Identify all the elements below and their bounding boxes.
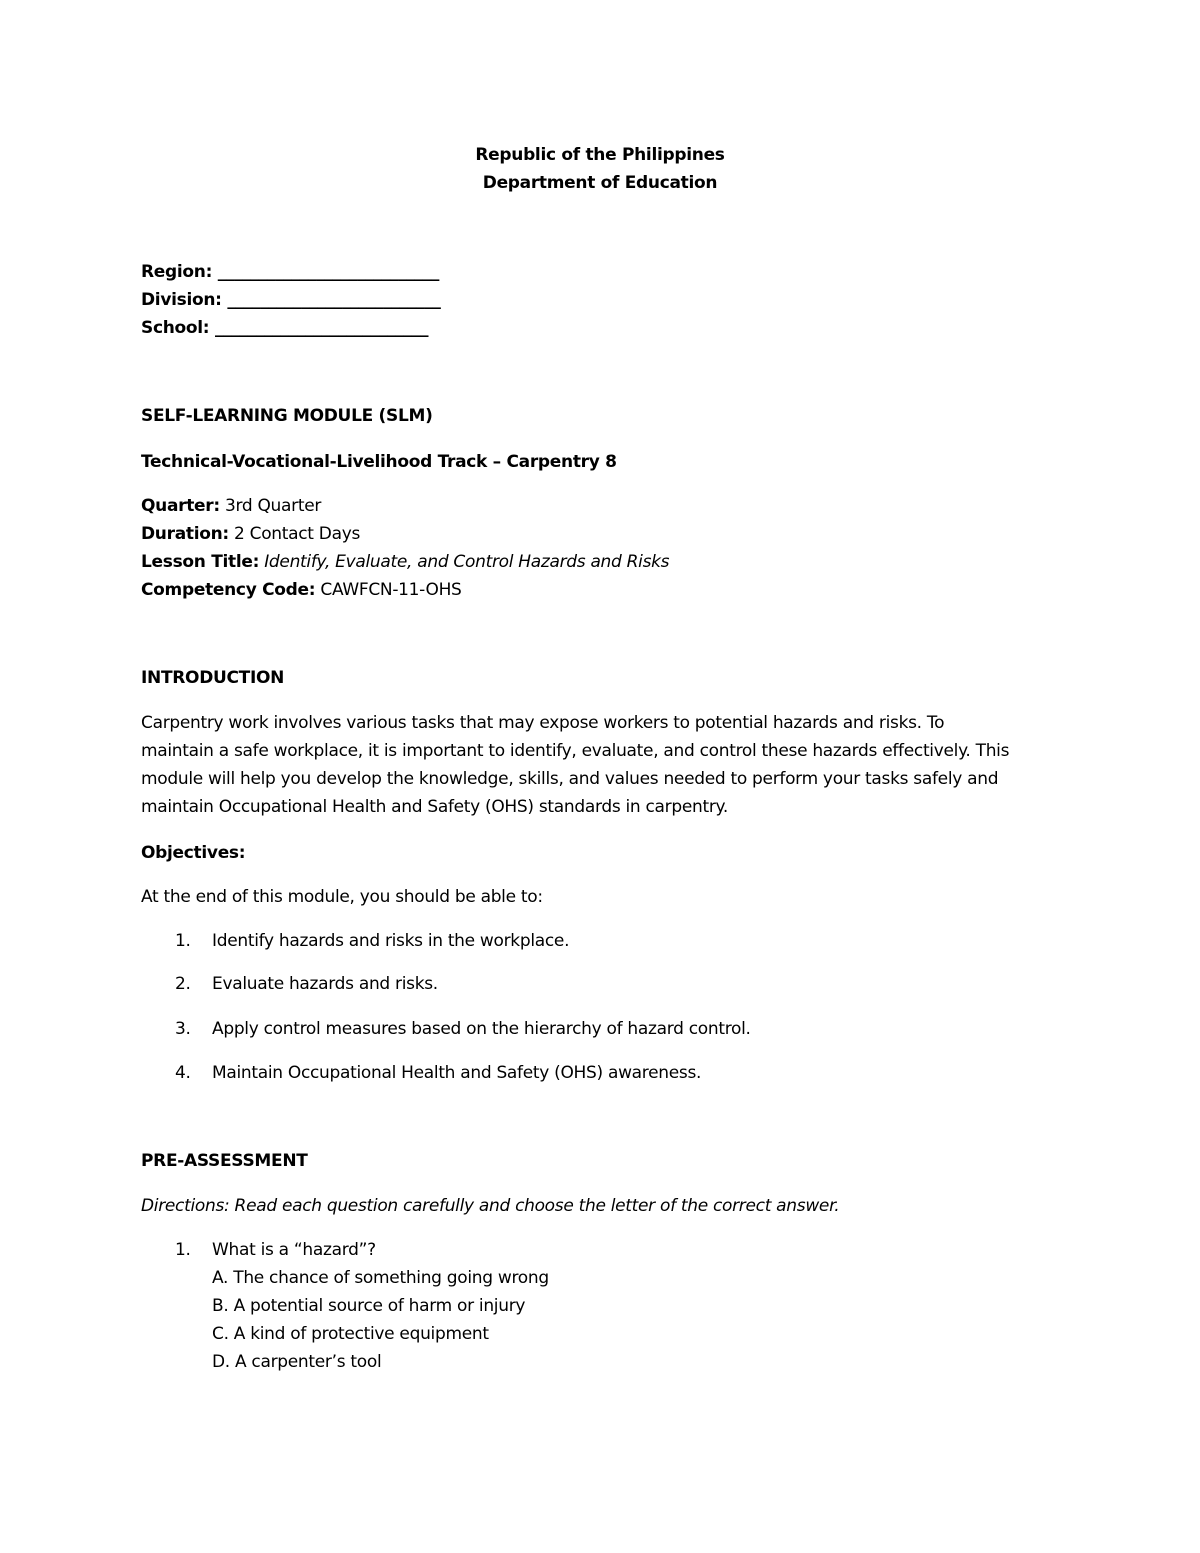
objectives-heading: Objectives: — [141, 843, 246, 863]
question-text: What is a “hazard”? — [212, 1240, 376, 1260]
objective-number: 3. — [175, 1019, 191, 1039]
pre-assessment-heading: PRE-ASSESSMENT — [141, 1151, 308, 1171]
objective-number: 1. — [175, 931, 191, 951]
field-division-label: Division: — [141, 290, 222, 310]
header-republic: Republic of the Philippines — [475, 145, 725, 165]
meta-lesson — [141, 548, 669, 576]
pre-assessment-directions: Directions: Read each question carefully and choose the letter of the correct answer. — [141, 1196, 840, 1216]
meta-competency — [141, 576, 462, 604]
field-region — [141, 258, 439, 286]
lesson-label: Lesson Title: — [141, 552, 260, 572]
introduction-line: module will help you develop the knowledge, skills, and values needed to perform your tasks safely and — [141, 769, 999, 789]
question-choice: A. The chance of something going wrong — [212, 1268, 549, 1288]
meta-quarter — [141, 492, 321, 520]
field-region-label: Region: — [141, 262, 213, 282]
quarter-value: 3rd Quarter — [224, 496, 322, 516]
question-choice: B. A potential source of harm or injury — [212, 1296, 526, 1316]
meta-duration — [141, 520, 360, 548]
lesson-value: Identify, Evaluate, and Control Hazards and Risks — [264, 552, 670, 572]
competency-label: Competency Code: — [141, 580, 316, 600]
field-school-label: School: — [141, 318, 210, 338]
quarter-label: Quarter: — [141, 496, 220, 516]
field-division-blank: __________________________ — [227, 290, 441, 310]
module-title: SELF-LEARNING MODULE (SLM) — [141, 406, 433, 426]
duration-label: Duration: — [141, 524, 229, 544]
track-title: Technical-Vocational-Livelihood Track – Carpentry 8 — [141, 452, 617, 472]
introduction-line: maintain a safe workplace, it is important to identify, evaluate, and control these hazards effectively. This — [141, 741, 1010, 761]
objective-text: Evaluate hazards and risks. — [212, 974, 438, 994]
field-region-blank: ___________________________ — [217, 262, 440, 282]
competency-value: CAWFCN-11-OHS — [320, 580, 462, 600]
duration-value: 2 Contact Days — [234, 524, 361, 544]
header-department: Department of Education — [482, 173, 718, 193]
introduction-line: Carpentry work involves various tasks that may expose workers to potential hazards and risks. To — [141, 713, 945, 733]
objective-text: Identify hazards and risks in the workplace. — [212, 931, 570, 951]
question-number: 1. — [175, 1240, 191, 1260]
introduction-heading: INTRODUCTION — [141, 668, 285, 688]
question-choice: C. A kind of protective equipment — [212, 1324, 489, 1344]
objective-text: Apply control measures based on the hierarchy of hazard control. — [212, 1019, 751, 1039]
field-school — [141, 314, 428, 342]
introduction-line: maintain Occupational Health and Safety (OHS) standards in carpentry. — [141, 797, 728, 817]
objectives-intro: At the end of this module, you should be able to: — [141, 887, 543, 907]
question-choice: D. A carpenter’s tool — [212, 1352, 382, 1372]
objective-text: Maintain Occupational Health and Safety (OHS) awareness. — [212, 1063, 702, 1083]
field-division — [141, 286, 441, 314]
field-school-blank: __________________________ — [214, 318, 429, 338]
objective-number: 2. — [175, 974, 191, 994]
objective-number: 4. — [175, 1063, 191, 1083]
